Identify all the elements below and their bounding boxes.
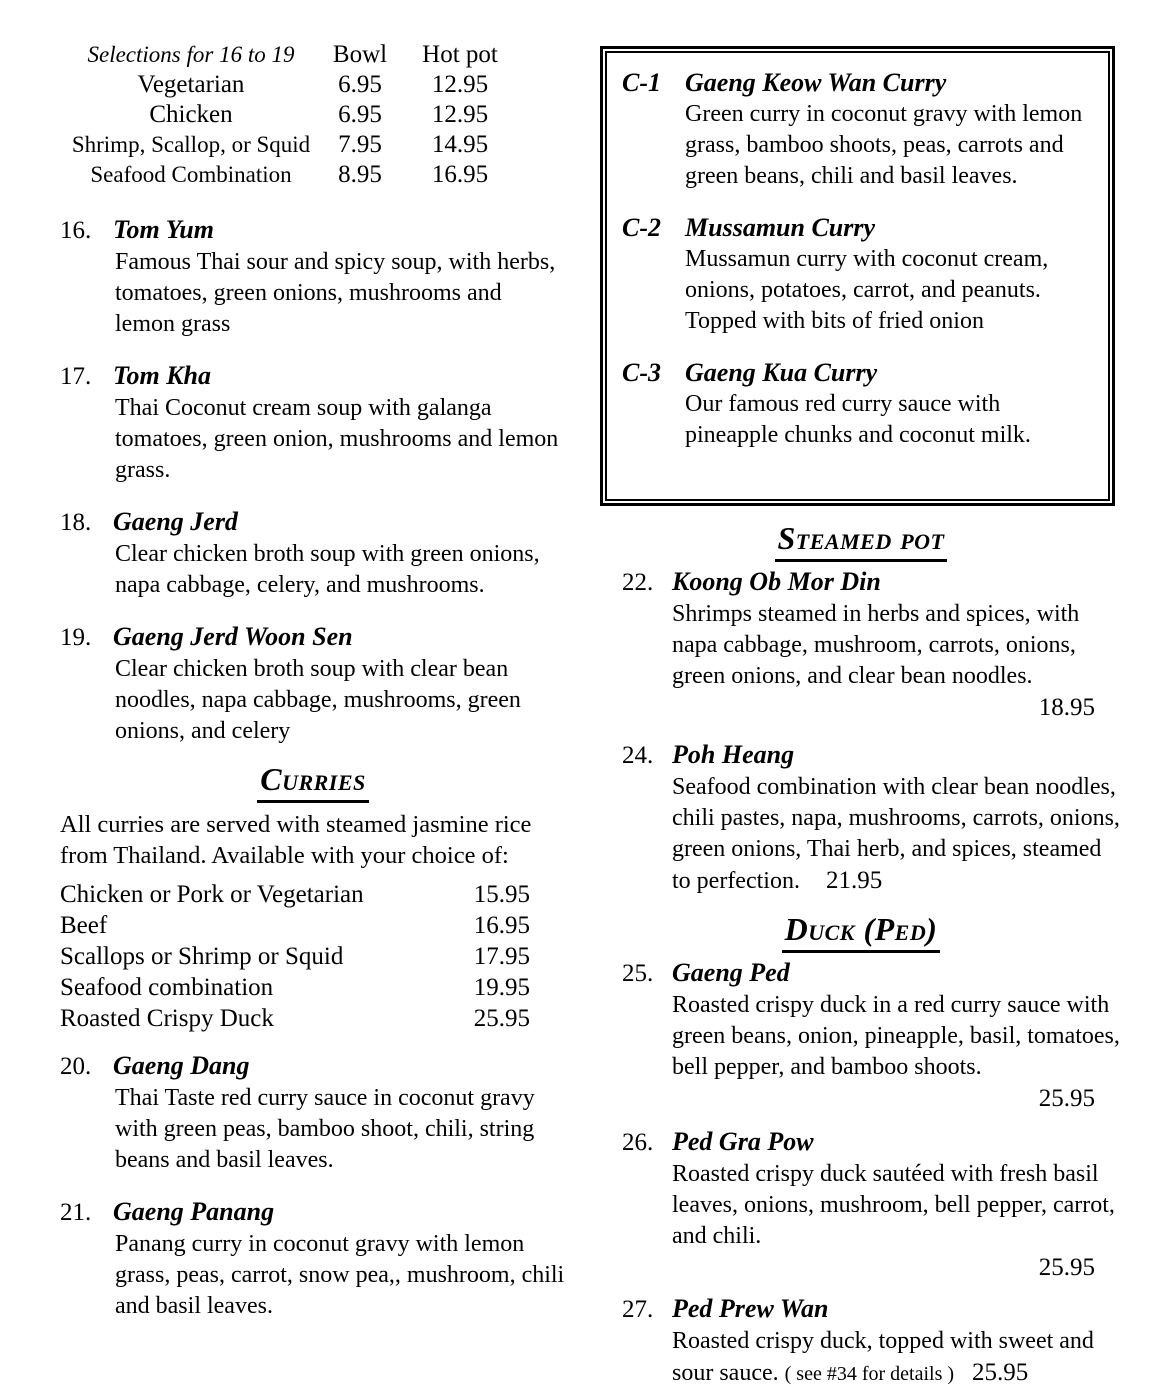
table-row: Seafood Combination 8.95 16.95 (90, 161, 489, 188)
selections-table (62, 40, 520, 190)
menu-item-c2 (622, 212, 1098, 337)
item-description: Roasted crispy duck in a red curry sauce with green beans, onion, pineapple, basil, tomatoes, bell pepper, and bamboo shoots. (672, 992, 1120, 1080)
item-description: Seafood combination with clear bean noodles, chili pastes, napa, mushrooms, carrots, onions, green onions, Thai herb, and spices, steamed to perfection. (672, 774, 1120, 894)
item-name: Gaeng Dang (113, 1051, 250, 1080)
item-name: Gaeng Ped (672, 958, 790, 987)
item-number: 22. (622, 569, 654, 596)
table-row: Chicken 6.95 12.95 (149, 101, 489, 128)
item-description: Green curry in coconut gravy with lemon grass, bamboo shoots, peas, carrots and green beans, chili and basil leaves. (685, 101, 1083, 189)
item-number: 26. (622, 1129, 654, 1156)
item-number: 19. (60, 624, 92, 651)
item-number: 25. (622, 960, 654, 987)
item-number: 21. (60, 1199, 92, 1226)
item-name: Koong Ob Mor Din (672, 567, 881, 596)
item-description: Shrimps steamed in herbs and spices, with napa cabbage, mushroom, carrots, onions, green onions, and clear bean noodles. (672, 601, 1080, 689)
menu-item-26 (600, 1126, 1122, 1283)
item-price: 21.95 (825, 867, 883, 894)
selections-caption: Selections for 16 to 19 (87, 42, 295, 67)
section-heading-curries: Curries (60, 759, 566, 803)
item-price: 25.95 (1038, 1085, 1095, 1112)
item-description: Our famous red curry sauce with pineapple chunks and coconut milk. (685, 391, 1031, 448)
curries-intro: All curries are served with steamed jasmine rice from Thailand. Available with your choice of: (60, 811, 532, 869)
menu-item-27 (600, 1293, 1122, 1390)
section-heading-duck: Duck (Ped) (600, 909, 1122, 953)
menu-item-c1 (622, 67, 1098, 192)
item-description: Thai Taste red curry sauce in coconut gravy with green peas, bamboo shoot, chili, string beans and basil leaves. (115, 1085, 535, 1173)
menu-item-24 (600, 739, 1122, 897)
item-name: Mussamun Curry (685, 213, 876, 242)
menu-item-18 (60, 506, 566, 601)
item-number: 16. (60, 217, 92, 244)
item-description: Roasted crispy duck, topped with sweet and sour sauce. (672, 1328, 1094, 1386)
price-row: Roasted Crispy Duck 25.95 (60, 1005, 530, 1032)
right-column (600, 46, 1122, 1390)
menu-item-c3 (622, 357, 1098, 451)
item-price: 25.95 (972, 1359, 1029, 1386)
price-row: Scallops or Shrimp or Squid 17.95 (60, 943, 530, 970)
item-name: Tom Kha (113, 361, 212, 390)
item-description: Clear chicken broth soup with clear bean noodles, napa cabbage, mushrooms, green onions, and celery (115, 656, 521, 744)
item-description: Famous Thai sour and spicy soup, with herbs, tomatoes, green onions, mushrooms and lemon grass (115, 249, 556, 337)
item-name: Gaeng Keow Wan Curry (685, 68, 947, 97)
selections-header-row (62, 40, 520, 70)
item-price: 18.95 (1038, 694, 1095, 721)
item-number: 18. (60, 509, 92, 536)
item-description: Roasted crispy duck sautéed with fresh basil leaves, onions, mushroom, bell pepper, carrot, and chili. (672, 1161, 1115, 1249)
item-name: Poh Heang (672, 740, 795, 769)
item-code: C-1 (622, 68, 661, 97)
item-name: Gaeng Jerd (113, 507, 238, 536)
menu-item-25 (600, 957, 1122, 1114)
item-name: Ped Gra Pow (672, 1127, 814, 1156)
item-description: Clear chicken broth soup with green onions, napa cabbage, celery, and mushrooms. (115, 541, 540, 598)
item-number: 27. (622, 1296, 654, 1323)
item-name: Tom Yum (113, 215, 214, 244)
section-heading-steamed-pot: Steamed pot (600, 518, 1122, 562)
menu-item-16 (60, 214, 566, 340)
price-row: Beef 16.95 (60, 912, 530, 939)
item-name: Gaeng Kua Curry (685, 358, 878, 387)
item-number: 24. (622, 742, 654, 769)
table-row: Vegetarian 6.95 12.95 (137, 71, 489, 98)
menu-item-22 (600, 566, 1122, 723)
item-name: Gaeng Jerd Woon Sen (113, 622, 353, 651)
item-price: 25.95 (1038, 1254, 1095, 1281)
left-column (60, 40, 566, 1322)
item-number: 20. (60, 1053, 92, 1080)
item-code: C-2 (622, 213, 661, 242)
column-header-bowl: Bowl (332, 41, 388, 68)
price-row: Chicken or Pork or Vegetarian 15.95 (60, 881, 530, 908)
house-curries-box (600, 46, 1115, 506)
item-name: Ped Prew Wan (672, 1294, 829, 1323)
curries-price-list (60, 879, 530, 1034)
item-code: C-3 (622, 358, 661, 387)
menu-item-21 (60, 1196, 566, 1322)
menu-item-19 (60, 621, 566, 747)
item-note: ( see #34 for details ) (784, 1363, 955, 1385)
price-row: Seafood combination 19.95 (60, 974, 530, 1001)
item-name: Gaeng Panang (113, 1197, 275, 1226)
column-header-hotpot: Hot pot (422, 41, 498, 68)
table-row: Shrimp, Scallop, or Squid 7.95 14.95 (71, 131, 489, 158)
item-description: Mussamun curry with coconut cream, onions, potatoes, carrot, and peanuts. Topped with bits of fried onion (685, 246, 1049, 334)
item-description: Panang curry in coconut gravy with lemon grass, peas, carrot, snow pea,, mushroom, chili and basil leaves. (115, 1231, 565, 1319)
menu-item-17 (60, 360, 566, 486)
item-description: Thai Coconut cream soup with galanga tomatoes, green onion, mushrooms and lemon grass. (115, 395, 559, 483)
item-number: 17. (60, 363, 92, 390)
menu-item-20 (60, 1050, 566, 1176)
